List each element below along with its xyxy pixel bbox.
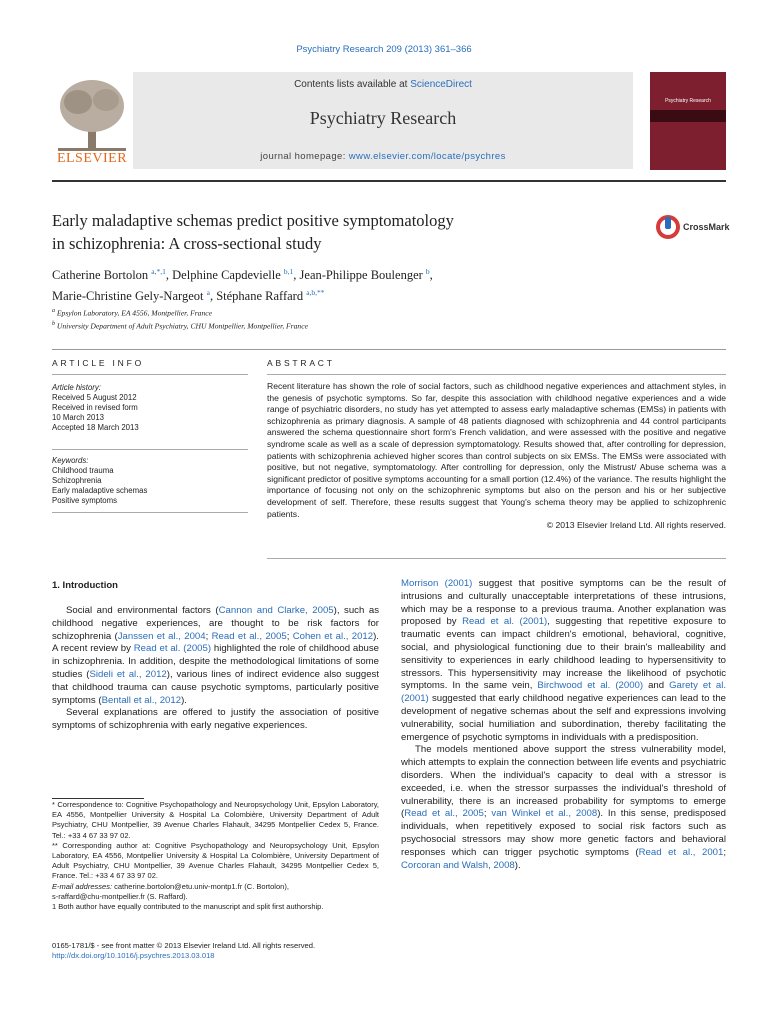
citation-link[interactable]: Cohen et al., 2012 [292, 630, 374, 642]
intro-paragraph-1 [52, 605, 379, 707]
abstract-end-rule [267, 558, 726, 559]
paragraph-text: ). In this sense, predisposed individuals, when repetitively exposed to social risk factors such as psychosocial stressors may show more genetic factors and behavioral responses which can trigger psychotic symptoms ( [401, 808, 726, 858]
paragraph-text: suggest that positive symptoms can be the result of intrusions and culturally unacceptable interpretations of these intrusions, which may be a response to a previous trauma. Another explanation was proposed by [401, 578, 726, 628]
right-column [401, 578, 726, 872]
title-line-2: in schizophrenia: A cross-sectional study [52, 234, 322, 253]
intro-paragraph-2: Several explanations are offered to justify the association of positive symptoms of schizophrenia with early negative experiences. [52, 707, 379, 732]
paragraph-text: ; [723, 846, 727, 858]
copyright: © 2013 Elsevier Ireland Ltd. All rights reserved. [546, 520, 726, 531]
publisher-name: ELSEVIER [56, 151, 128, 166]
elsevier-logo [52, 76, 132, 168]
citation-link[interactable]: Read et al. (2001) [462, 616, 548, 628]
crossmark-button[interactable] [655, 213, 681, 246]
homepage-line [133, 151, 633, 162]
author-list [52, 263, 652, 305]
abstract-heading: ABSTRACT [267, 358, 335, 368]
paragraph-text: ; [205, 630, 212, 642]
paragraph-text: ). A recent review by [52, 630, 379, 655]
footnote-email-2[interactable]: s-raffard@chu-montpellier.fr (S. Raffard). [52, 891, 188, 901]
citation-link[interactable]: Janssen et al., 2004 [117, 630, 206, 642]
paragraph-text: ; [286, 630, 293, 642]
email-label: E-mail addresses: [52, 881, 113, 891]
section-divider [52, 349, 726, 350]
homepage-prefix: journal homepage: [260, 151, 349, 162]
paragraph-text: suggested that early childhood negative experiences can lead to the development of negative schemas about the self and expressions involving vulnerability, social humiliation and subordination, thereby facilitating the emergence of psychotic symptoms in individuals with a predisposition. [401, 693, 726, 743]
paragraph-text: Social and environmental factors ( [66, 605, 219, 616]
affil-mark: b [52, 320, 55, 327]
footnote-emails [52, 882, 379, 892]
citation-link[interactable]: Read et al., 2005 [211, 630, 287, 642]
citation-link[interactable]: Sideli et al., 2012 [89, 668, 167, 680]
history-item: 10 March 2013 [52, 413, 105, 422]
section-heading-introduction: 1. Introduction [52, 580, 118, 591]
citation-link[interactable]: Read et al., 2001 [638, 846, 724, 858]
citation-link[interactable]: Read et al. (2005) [133, 643, 212, 655]
author-affil-mark[interactable]: a,*,1 [151, 267, 166, 276]
author-affil-mark[interactable]: a [206, 288, 210, 298]
author-affil-mark[interactable]: b [425, 267, 430, 276]
citation-link[interactable]: Read et al., 2005 [404, 808, 484, 820]
history-item: Received in revised form [52, 403, 138, 412]
author-line-2 [52, 284, 652, 305]
citation-link[interactable]: Bentall et al., 2012 [101, 694, 182, 706]
citation-link[interactable]: Morrison (2001) [401, 578, 473, 589]
intro-paragraph-3 [401, 578, 726, 744]
journal-cover-thumbnail[interactable] [650, 72, 726, 170]
issn-line: 0165-1781/$ - see front matter © 2013 Elsevier Ireland Ltd. All rights reserved. [52, 941, 316, 950]
paragraph-text: , suggesting that repetitive exposure to traumatic events can impact children's emotional, behavioral, cognitive, social, and physiological functioning due to their brain's malleability and sensitivity to experiences in early childhood leading to hypersensitivity to stressors. This hypersensitivity may increase the likelihood of psychotic symptoms. In the same vein, [401, 616, 727, 692]
contents-line [133, 79, 633, 90]
author-name[interactable]: Delphine Capdevielle [172, 268, 281, 283]
crossmark-label[interactable]: CrossMark [683, 222, 730, 232]
paragraph-text: ). [514, 859, 521, 871]
footnote-corresponding-author: ** Corresponding author at: Cognitive Psychopathology and Neuropsychology Unit, Epsylon Laboratory, EA 4556, Montpellier University & Hospital La Colombière, University Department of Adult Psychiatry, CHU Montpellier, 39 Avenue Charles Flahault, 34295 Montpellier Cedex 5, France. Tel.: +33 4 67 33 97 02. [52, 840, 379, 881]
author-affil-mark[interactable]: a,b,** [306, 288, 325, 298]
footnotes [52, 800, 379, 912]
abstract-body [267, 381, 726, 532]
keywords-label: Keywords: [52, 456, 89, 465]
title-line-1: Early maladaptive schemas predict positive symptomatology [52, 211, 454, 230]
author-separator: , [165, 268, 173, 283]
doi-link[interactable]: http://dx.doi.org/10.1016/j.psychres.2013.03.018 [52, 951, 215, 961]
footnote-authorship: 1 Both author have equally contributed to the manuscript and split first authorship. [52, 902, 324, 912]
paragraph-text: highlighted the role of childhood abuse in schizophrenia. In addition, despite the methodological limitations of some studies ( [52, 643, 380, 680]
abstract-rule [267, 374, 726, 375]
citation-link[interactable]: Birchwood et al. (2000) [537, 680, 644, 692]
citation-link[interactable]: Corcoran and Walsh, 2008 [401, 859, 515, 871]
author-name[interactable]: Jean-Philippe Boulenger [299, 268, 423, 283]
footnote-rule [52, 798, 144, 799]
author-separator: , [293, 268, 300, 283]
crossmark-icon [655, 213, 681, 241]
cover-title: Psychiatry Research [665, 98, 711, 104]
affiliation-a [52, 306, 652, 319]
author-affil-mark[interactable]: b,1 [283, 267, 294, 276]
citation-link[interactable]: Cannon and Clarke, 2005 [218, 605, 334, 616]
intro-paragraph-4 [401, 744, 726, 872]
abstract-text: Recent literature has shown the role of social factors, such as childhood negative experiences and attachment styles, in the genesis of psychotic symptoms. So far, despite this association with childhood negative experiences and a wide range of psychiatric disorders, no study has yet attempted to assess early maladaptive schemas (EMSs) in patients with schizophrenia as primary diagnosis. A sample of 48 patients diagnosed with schizophrenia and 44 control participants answered the schema questionnaire short form's French validation, and were assessed with the positive and negative syndrome scale as well as a scale of depression symptomatology. Results showed that, after controlling for depression, patients with schizophrenia achieved higher scores than control subjects on six EMSs. The EMSs were associated with positive, but not negative, symptomatology. After controlling for depression, only the Mistrust/ Abuse schema was a significant predictor of positive symptoms accounting for a small portion (12.4%) of the variance. The results highlight the importance of focusing not only on the schizophrenic symptoms but also on the person and his or her subjective development of self. Therefore, these results suggest that Young's schema theory may be applied to schizophrenic patients. [267, 381, 726, 519]
affil-text: Epsylon Laboratory, EA 4556, Montpellier, France [56, 308, 213, 318]
affiliation-b [52, 319, 652, 332]
header-divider [52, 180, 726, 182]
keyword: Schizophrenia [52, 476, 102, 485]
footnote-correspondence: * Correspondence to: Cognitive Psychopathology and Neuropsychology Unit, Epsylon Laboratory, EA 4556, Montpellier University & Hospital La Colombière, University Department of Adult Psychiatry, CHU Montpellier, 39 Avenue Charles Flahault, 34295 Montpellier Cedex 5, France. Tel.: +33 4 67 33 97 02. [52, 800, 379, 840]
author-line-1 [52, 263, 652, 284]
author-name[interactable]: Stéphane Raffard [216, 289, 304, 304]
article-info-heading: ARTICLE INFO [52, 358, 145, 368]
affiliations [52, 306, 652, 331]
history-item: Accepted 18 March 2013 [52, 423, 139, 432]
paragraph-text: ), such as childhood negative experiences, are thought to be risk factors for schizophrenia ( [52, 605, 379, 642]
left-column [52, 605, 379, 733]
article-info-rule [52, 374, 248, 375]
paragraph-text: ), various lines of indirect evidence also suggest that childhood trauma can cause psychotic symptoms, particularly positive symptoms ( [52, 668, 379, 706]
keywords-rule [52, 449, 248, 450]
history-label: Article history: [52, 383, 101, 392]
author-separator: , [209, 289, 217, 304]
paragraph-text: ). [181, 694, 187, 706]
author-name[interactable]: Marie-Christine Gely-Nargeot [52, 289, 204, 304]
article-history [52, 383, 248, 433]
contents-prefix: Contents lists available at [294, 79, 411, 90]
keyword: Positive symptoms [52, 496, 117, 505]
journal-reference-link[interactable]: Psychiatry Research 209 (2013) 361–366 [296, 44, 472, 55]
article-title [52, 209, 612, 255]
citation-link[interactable]: van Winkel et al., 2008 [491, 808, 598, 820]
affil-mark: a [52, 308, 55, 314]
keyword: Childhood trauma [52, 466, 114, 475]
keyword: Early maladaptive schemas [52, 486, 148, 495]
author-name[interactable]: Catherine Bortolon [52, 268, 149, 283]
history-item: Received 5 August 2012 [52, 393, 137, 402]
email-1[interactable]: catherine.bortolon@etu.univ-montp1.fr (C. Bortolon), [112, 881, 289, 891]
front-matter [52, 941, 379, 962]
paragraph-text: The models mentioned above support the stress vulnerability model, which attempts to explain the connection between life events and psychiatric disorders. When the individual's capacity to deal with a stressor is exceeded, i.e. when the stressor surpasses the individual's threshold of vulnerability, there is an increased probability for symptoms to emerge ( [401, 744, 726, 820]
article-info-end-rule [52, 512, 248, 513]
author-separator: , [429, 268, 433, 283]
keywords [52, 456, 248, 506]
cover-image-strip [650, 110, 726, 122]
homepage-link[interactable]: www.elsevier.com/locate/psychres [348, 151, 506, 162]
journal-title: Psychiatry Research [309, 108, 457, 128]
paragraph-text: and [643, 680, 670, 692]
sciencedirect-link[interactable]: ScienceDirect [410, 79, 472, 90]
paragraph-text: ; [483, 808, 492, 820]
citation-link[interactable]: Garety et al. (2001) [401, 680, 726, 705]
affil-text: University Department of Adult Psychiatry, CHU Montpellier, Montpellier, France [56, 321, 308, 331]
